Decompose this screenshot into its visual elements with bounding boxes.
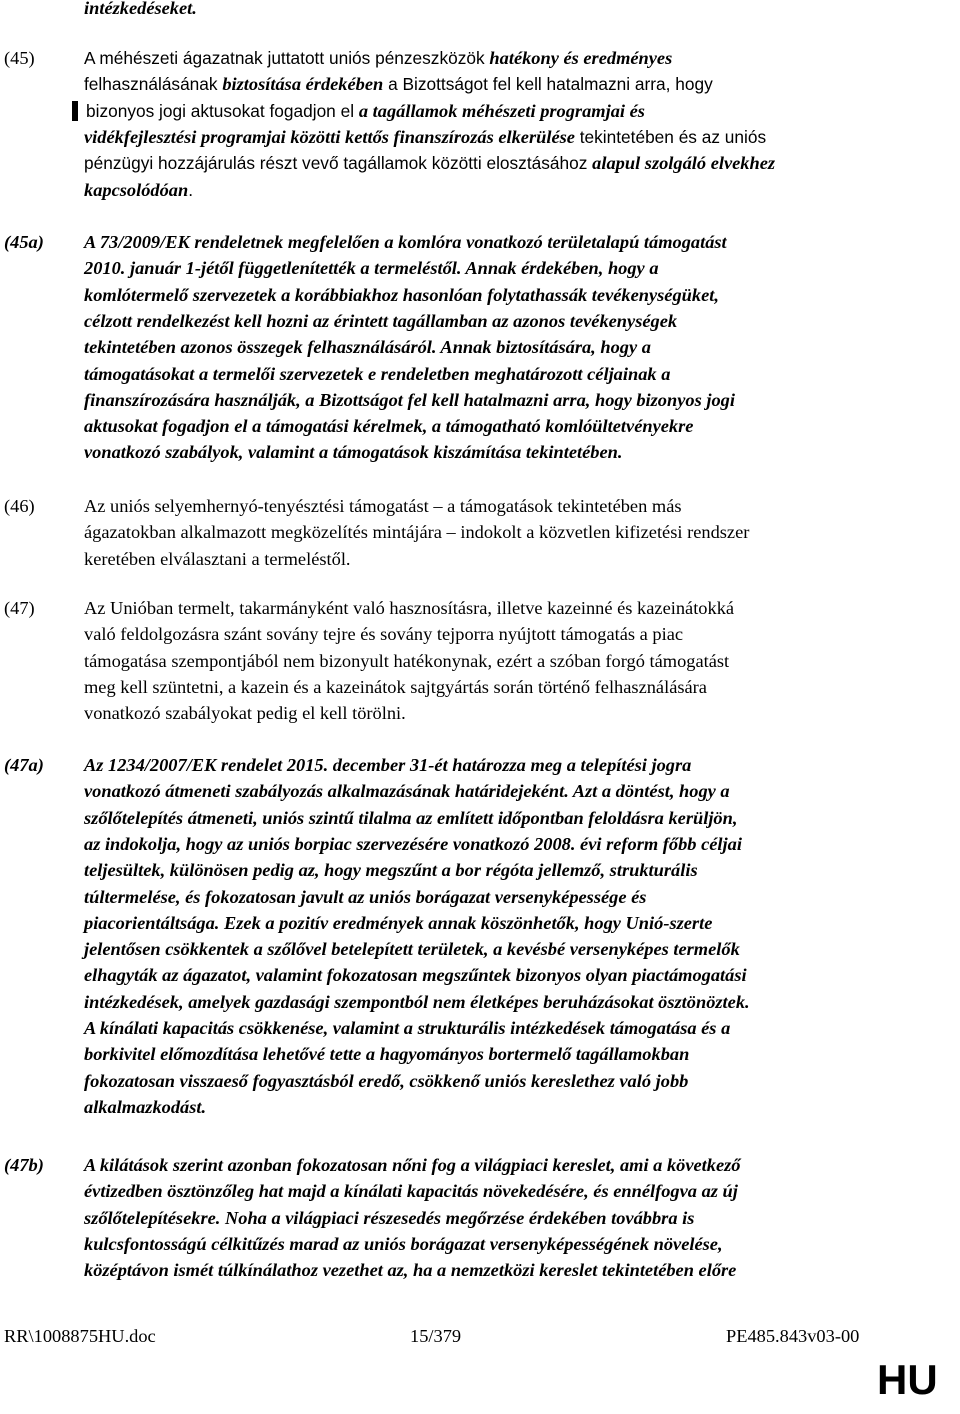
recital-line	[84, 700, 406, 727]
footer-pe-ref: PE485.843v03-00	[726, 1326, 860, 1346]
text-run: középtávon ismét túlkínálathoz vezethet az, ha a nemzetközi kereslet tekintetében előre	[84, 1260, 737, 1281]
text-run: célzott rendelkezést kell hozni az érintett tagállamban az azonos tevékenységek	[84, 310, 678, 331]
recital-line	[84, 621, 683, 648]
text-run: A kilátások szerint azonban fokozatosan nőni fog a világpiaci kereslet, ami a következő	[84, 1155, 741, 1175]
recital-number: (45a)	[4, 232, 44, 252]
recital-line	[84, 1178, 738, 1205]
recital-line	[84, 282, 719, 309]
text-run: vonatkozó szabályokat pedig el kell törölni.	[84, 703, 406, 724]
text-run: aktusokat fogadjon el a támogatási kérelmek, a támogatható komlóültetvényekre	[84, 416, 694, 437]
text-run: meg kell szüntetni, a kazein és a kazeinátok sajtgyártás során történő felhasználására	[84, 676, 707, 697]
footer-doc-ref: RR\1008875HU.doc	[4, 1326, 156, 1346]
recital-line	[84, 308, 677, 335]
text-run: alapul szolgáló elvekhez	[592, 153, 776, 174]
text-run: finanszírozására használják, a Bizottságot fel kell hatalmazni arra, hogy bizonyos jogi	[84, 389, 735, 410]
text-run: vonatkozó szabályok, valamint a támogatások kiszámítása tekintetében.	[84, 442, 623, 463]
text-run: teljesültek, különösen pedig az, hogy megszűnt a bor régóta jellemző, strukturális	[84, 860, 698, 881]
change-marker-bar	[72, 101, 78, 121]
text-run: 2010. január 1-jétől függetlenítették a termeléstől.	[84, 258, 462, 279]
text-run: piacorientáltsága.	[84, 912, 220, 933]
text-run: Azt a döntést, hogy a	[568, 781, 730, 802]
recital-line	[84, 778, 730, 805]
recital-line	[84, 962, 747, 989]
recital-line	[84, 805, 737, 832]
recital-line	[84, 989, 750, 1016]
recital-number: (47a)	[4, 755, 44, 775]
language-code: HU	[877, 1356, 938, 1403]
recital-line	[84, 71, 713, 98]
recital-line	[84, 857, 698, 884]
text-run: borkivitel előmozdítása lehetővé tette a hagyományos bortermelő tagállamokban	[84, 1044, 690, 1065]
recital-line	[84, 493, 682, 520]
recital-line	[84, 546, 351, 573]
text-run: Az uniós selyemhernyó-tenyésztési támogatást – a támogatások tekintetében más	[84, 496, 682, 516]
text-run: Az Unióban termelt, takarmányként való hasznosításra, illetve kazeinné és kazeinátokká	[84, 598, 735, 618]
text-run: támogatása szempontjából nem bizonyult hatékonynak, ezért a szóban forgó támogatást	[84, 650, 730, 671]
recital-line	[84, 439, 622, 466]
recital-line	[84, 595, 734, 622]
text-run: vidékfejlesztési programjai közötti kettős finanszírozás elkerülése	[84, 126, 575, 147]
text-run: tekintetében azonos összegek felhasználásáról.	[84, 337, 437, 358]
text-run: Annak biztosítására, hogy a	[436, 337, 651, 358]
text-run: pénzügyi hozzájárulás részt vevő tagállamok közötti elosztásához	[84, 153, 593, 174]
recital-line	[84, 1041, 689, 1068]
recital-line	[84, 884, 646, 911]
recital-line	[84, 229, 727, 256]
text-run: kulcsfontosságú célkitűzés marad az uniós borágazat versenyképességének növelése,	[84, 1233, 723, 1254]
text-run: Ezek a pozitív eredmények annak köszönhetők, hogy Unió-szerte	[219, 912, 713, 933]
continuation-line: intézkedéseket.	[84, 0, 197, 18]
text-run: hatékony és eredményes	[489, 48, 673, 68]
recital-line	[84, 1068, 688, 1095]
recital-line	[84, 177, 193, 204]
recital-line	[84, 124, 766, 151]
text-run: alkalmazkodást.	[84, 1096, 207, 1117]
text-run: Az 1234/2007/EK rendelet 2015. december 31-ét határozza meg a telepítési jogra	[84, 755, 692, 775]
recital-line	[84, 387, 735, 414]
recital-number: (46)	[4, 496, 35, 516]
recital-line	[84, 674, 707, 701]
text-run: vonatkozó átmeneti szabályozás alkalmazásának határidejeként.	[84, 781, 569, 802]
text-run: az indokolja, hogy az uniós borpiac szervezésére vonatkozó 2008. évi reform főbb céljai	[84, 833, 742, 854]
text-run: való feldolgozásra szánt sovány tejre és sovány tejporra nyújtott támogatás a piac	[84, 624, 684, 645]
recital-line	[84, 752, 691, 779]
recital-number: (47)	[4, 598, 35, 618]
text-run: biztosítása érdekében	[222, 74, 384, 95]
recital-line	[84, 648, 729, 675]
text-run: .	[188, 179, 194, 200]
text-run: intézkedések, amelyek gazdasági szempontból nem életképes beruházásokat ösztönöztek.	[84, 991, 750, 1012]
recital-line	[84, 334, 651, 361]
text-run: felhasználásának	[84, 74, 223, 95]
text-run: jelentősen csökkentek a szőlővel betelepített területek, a kevésbé versenyképes termelők	[84, 939, 740, 960]
recital-line	[84, 1205, 694, 1232]
recital-line	[84, 910, 712, 937]
recital-number: (45)	[4, 48, 35, 68]
recital-line	[84, 255, 659, 282]
recital-line	[84, 1257, 736, 1284]
recital-line	[84, 1231, 723, 1258]
recital-line	[84, 1094, 206, 1121]
text-run: évtizedben ösztönzőleg hat majd a kínálati kapacitás növekedésére, és ennélfogva az új	[84, 1181, 738, 1202]
recital-line	[84, 45, 672, 72]
text-run: bizonyos jogi aktusokat fogadjon el	[86, 100, 359, 121]
recital-number: (47b)	[4, 1155, 44, 1175]
text-run: fokozatosan visszaeső fogyasztásból eredő, csökkenő uniós kereslethez való jobb	[84, 1070, 689, 1091]
text-run: elhagyták az ágazatot, valamint fokozatosan megszűntek bizonyos olyan piactámogatási	[84, 965, 747, 986]
recital-line	[84, 1015, 730, 1042]
recital-line	[84, 519, 749, 546]
recital-line	[84, 1152, 740, 1179]
text-run: a Bizottságot fel kell hatalmazni arra, hogy	[383, 74, 713, 95]
text-run: A méhészeti ágazatnak juttatott uniós pénzeszközök	[84, 48, 490, 68]
text-run: túltermelése, és fokozatosan javult az uniós borágazat versenyképessége és	[84, 886, 647, 907]
text-run: keretében elválasztani a termeléstől.	[84, 548, 351, 569]
recital-line	[84, 831, 742, 858]
text-run: A 73/2009/EK rendeletnek megfelelően a komlóra vonatkozó területalapú támogatást	[84, 232, 727, 252]
text-run: a tagállamok méhészeti programjai és	[358, 100, 645, 121]
recital-line	[72, 98, 645, 125]
text-run: komlótermelő szervezetek a korábbiakhoz hasonlóan folytathassák tevékenységüket,	[84, 284, 719, 305]
text-run: szőlőtelepítés átmeneti, uniós szintű tilalma az említett időpontban feloldásra kerüljön,	[84, 807, 738, 828]
recital-line	[84, 150, 775, 177]
text-run: A kínálati kapacitás csökkenése, valamint a strukturális intézkedések támogatása és a	[84, 1018, 731, 1038]
recital-line	[84, 361, 670, 388]
text-run: Noha a világpiaci részesedés megőrzése érdekében továbbra is	[220, 1207, 695, 1228]
text-run: támogatásokat a termelői szervezetek e rendeletben meghatározott céljainak a	[84, 363, 671, 384]
text-run: Annak érdekében, hogy a	[461, 258, 659, 279]
text-run: kapcsolódóan	[84, 179, 189, 200]
recital-line	[84, 413, 693, 440]
text-run: szőlőtelepítésekre.	[84, 1207, 221, 1228]
recital-line	[84, 936, 740, 963]
text-run: ágazatokban alkalmazott megközelítés mintájára – indokolt a közvetlen kifizetési rendszer	[84, 522, 750, 543]
footer-page-number: 15/379	[410, 1326, 462, 1346]
text-run: tekintetében és az uniós	[574, 126, 767, 147]
